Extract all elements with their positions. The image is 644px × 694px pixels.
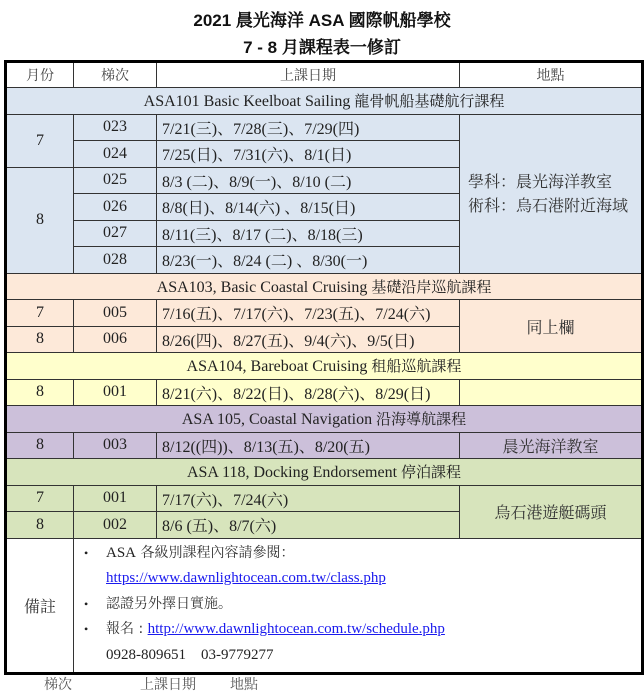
month-cell: 8 — [6, 167, 74, 273]
batch-cell: 001 — [74, 379, 157, 406]
section-title-asa103 — [6, 273, 643, 300]
section-title-zh: 龍骨帆船基礎航行課程 — [354, 92, 505, 111]
batch-cell: 003 — [74, 432, 157, 459]
batch-cell: 006 — [74, 326, 157, 353]
header-batch: 梯次 — [74, 62, 157, 88]
bullet-icon: • — [84, 622, 89, 636]
month-cell: 7 — [6, 485, 74, 512]
batch-cell: 026 — [74, 194, 157, 221]
batch-cell: 024 — [74, 141, 157, 168]
section-title-asa118 — [6, 459, 643, 486]
document-subtitle: 7 - 8 月課程表一修訂 — [243, 38, 401, 57]
dates-cell: 8/26(四)、8/27(五)、9/4(六)、9/5(日) — [157, 326, 460, 353]
batch-cell: 001 — [74, 485, 157, 512]
note-certification: • 認證另外擇日實施。 — [84, 592, 635, 618]
course-schedule-table — [4, 60, 644, 675]
header-month: 月份 — [6, 62, 74, 88]
note-phones — [84, 643, 635, 669]
phone-numbers: 0928-809651 03-9779277 — [106, 646, 274, 663]
class-info-link[interactable]: https://www.dawnlightocean.com.tw/class.php — [106, 570, 386, 586]
batch-cell: 027 — [74, 220, 157, 247]
section-title-zh: 沿海導航課程 — [376, 410, 467, 429]
location-theory: 學科：晨光海洋教室 — [468, 171, 613, 191]
section-title-asa104 — [6, 353, 643, 380]
section-title-asa105 — [6, 406, 643, 433]
section-title-zh: 停泊課程 — [401, 463, 462, 482]
month-cell: 8 — [6, 326, 74, 353]
dates-cell: 8/3 (二)、8/9(一)、8/10 (二) — [157, 167, 460, 194]
section-title-en: ASA104, Bareboat Cruising — [186, 358, 368, 376]
section-title-en: ASA 118, Docking Endorsement — [186, 464, 398, 482]
schedule-link[interactable]: http://www.dawnlightocean.com.tw/schedule.php — [147, 621, 445, 637]
dates-cell: 8/8(日)、8/14(六) 、8/15(日) — [157, 194, 460, 221]
note-course-content: • ASA 各級別課程內容請參閱： — [84, 541, 635, 567]
month-cell: 8 — [6, 512, 74, 539]
dates-cell: 7/21(三)、7/28(三)、7/29(四) — [157, 114, 460, 141]
month-cell: 8 — [6, 379, 74, 406]
dates-cell: 7/16(五)、7/17(六)、7/23(五)、7/24(六) — [157, 300, 460, 327]
document-title: 2021 晨光海洋 ASA 國際帆船學校 — [193, 11, 451, 30]
month-cell: 7 — [6, 300, 74, 327]
location-cell: 晨光海洋教室 — [460, 432, 643, 459]
header-location: 地點 — [460, 62, 643, 88]
section-title-zh: 基礎沿岸巡航課程 — [371, 277, 492, 296]
notes-label: 備註 — [6, 538, 74, 674]
cutoff-next-table-header: 梯次 上課日期 地點 — [44, 678, 258, 693]
table-row — [6, 485, 643, 512]
table-row — [6, 300, 643, 327]
table-row — [6, 432, 643, 459]
dates-cell: 8/23(一)、8/24 (二) 、8/30(一) — [157, 247, 460, 274]
month-cell: 7 — [6, 114, 74, 167]
dates-cell: 8/12((四))、8/13(五)、8/20(五) — [157, 432, 460, 459]
note-registration: • 報名 : http://www.dawnlightocean.com.tw/schedule.php — [84, 617, 635, 643]
location-cell — [460, 114, 643, 273]
location-cell: 烏石港遊艇碼頭 — [460, 485, 643, 538]
table-row — [6, 114, 643, 141]
section-title-en: ASA 105, Coastal Navigation — [181, 411, 373, 429]
notes-row — [6, 538, 643, 674]
dates-cell: 8/11(三)、8/17 (二)、8/18(三) — [157, 220, 460, 247]
dates-cell: 7/25(日)、7/31(六)、8/1(日) — [157, 141, 460, 168]
month-cell: 8 — [6, 432, 74, 459]
section-title-en: ASA101 Basic Keelboat Sailing — [143, 93, 351, 111]
table-header-row — [6, 62, 643, 88]
notes-body — [74, 538, 643, 674]
batch-cell: 028 — [74, 247, 157, 274]
dates-cell: 7/17(六)、7/24(六) — [157, 485, 460, 512]
dates-cell: 8/6 (五)、8/7(六) — [157, 512, 460, 539]
batch-cell: 002 — [74, 512, 157, 539]
section-title-en: ASA103, Basic Coastal Cruising — [156, 278, 368, 296]
batch-cell: 005 — [74, 300, 157, 327]
section-title-zh: 租船巡航課程 — [371, 357, 462, 376]
location-cell — [460, 379, 643, 406]
location-cell: 同上欄 — [460, 300, 643, 353]
header-dates: 上課日期 — [157, 62, 460, 88]
bullet-icon: • — [84, 545, 89, 560]
section-title-asa101 — [6, 88, 643, 115]
dates-cell: 8/21(六)、8/22(日)、8/28(六)、8/29(日) — [157, 379, 460, 406]
bullet-icon: • — [84, 596, 89, 611]
table-row — [6, 379, 643, 406]
batch-cell: 023 — [74, 114, 157, 141]
batch-cell: 025 — [74, 167, 157, 194]
location-practice: 術科：烏石港附近海域 — [468, 195, 629, 215]
